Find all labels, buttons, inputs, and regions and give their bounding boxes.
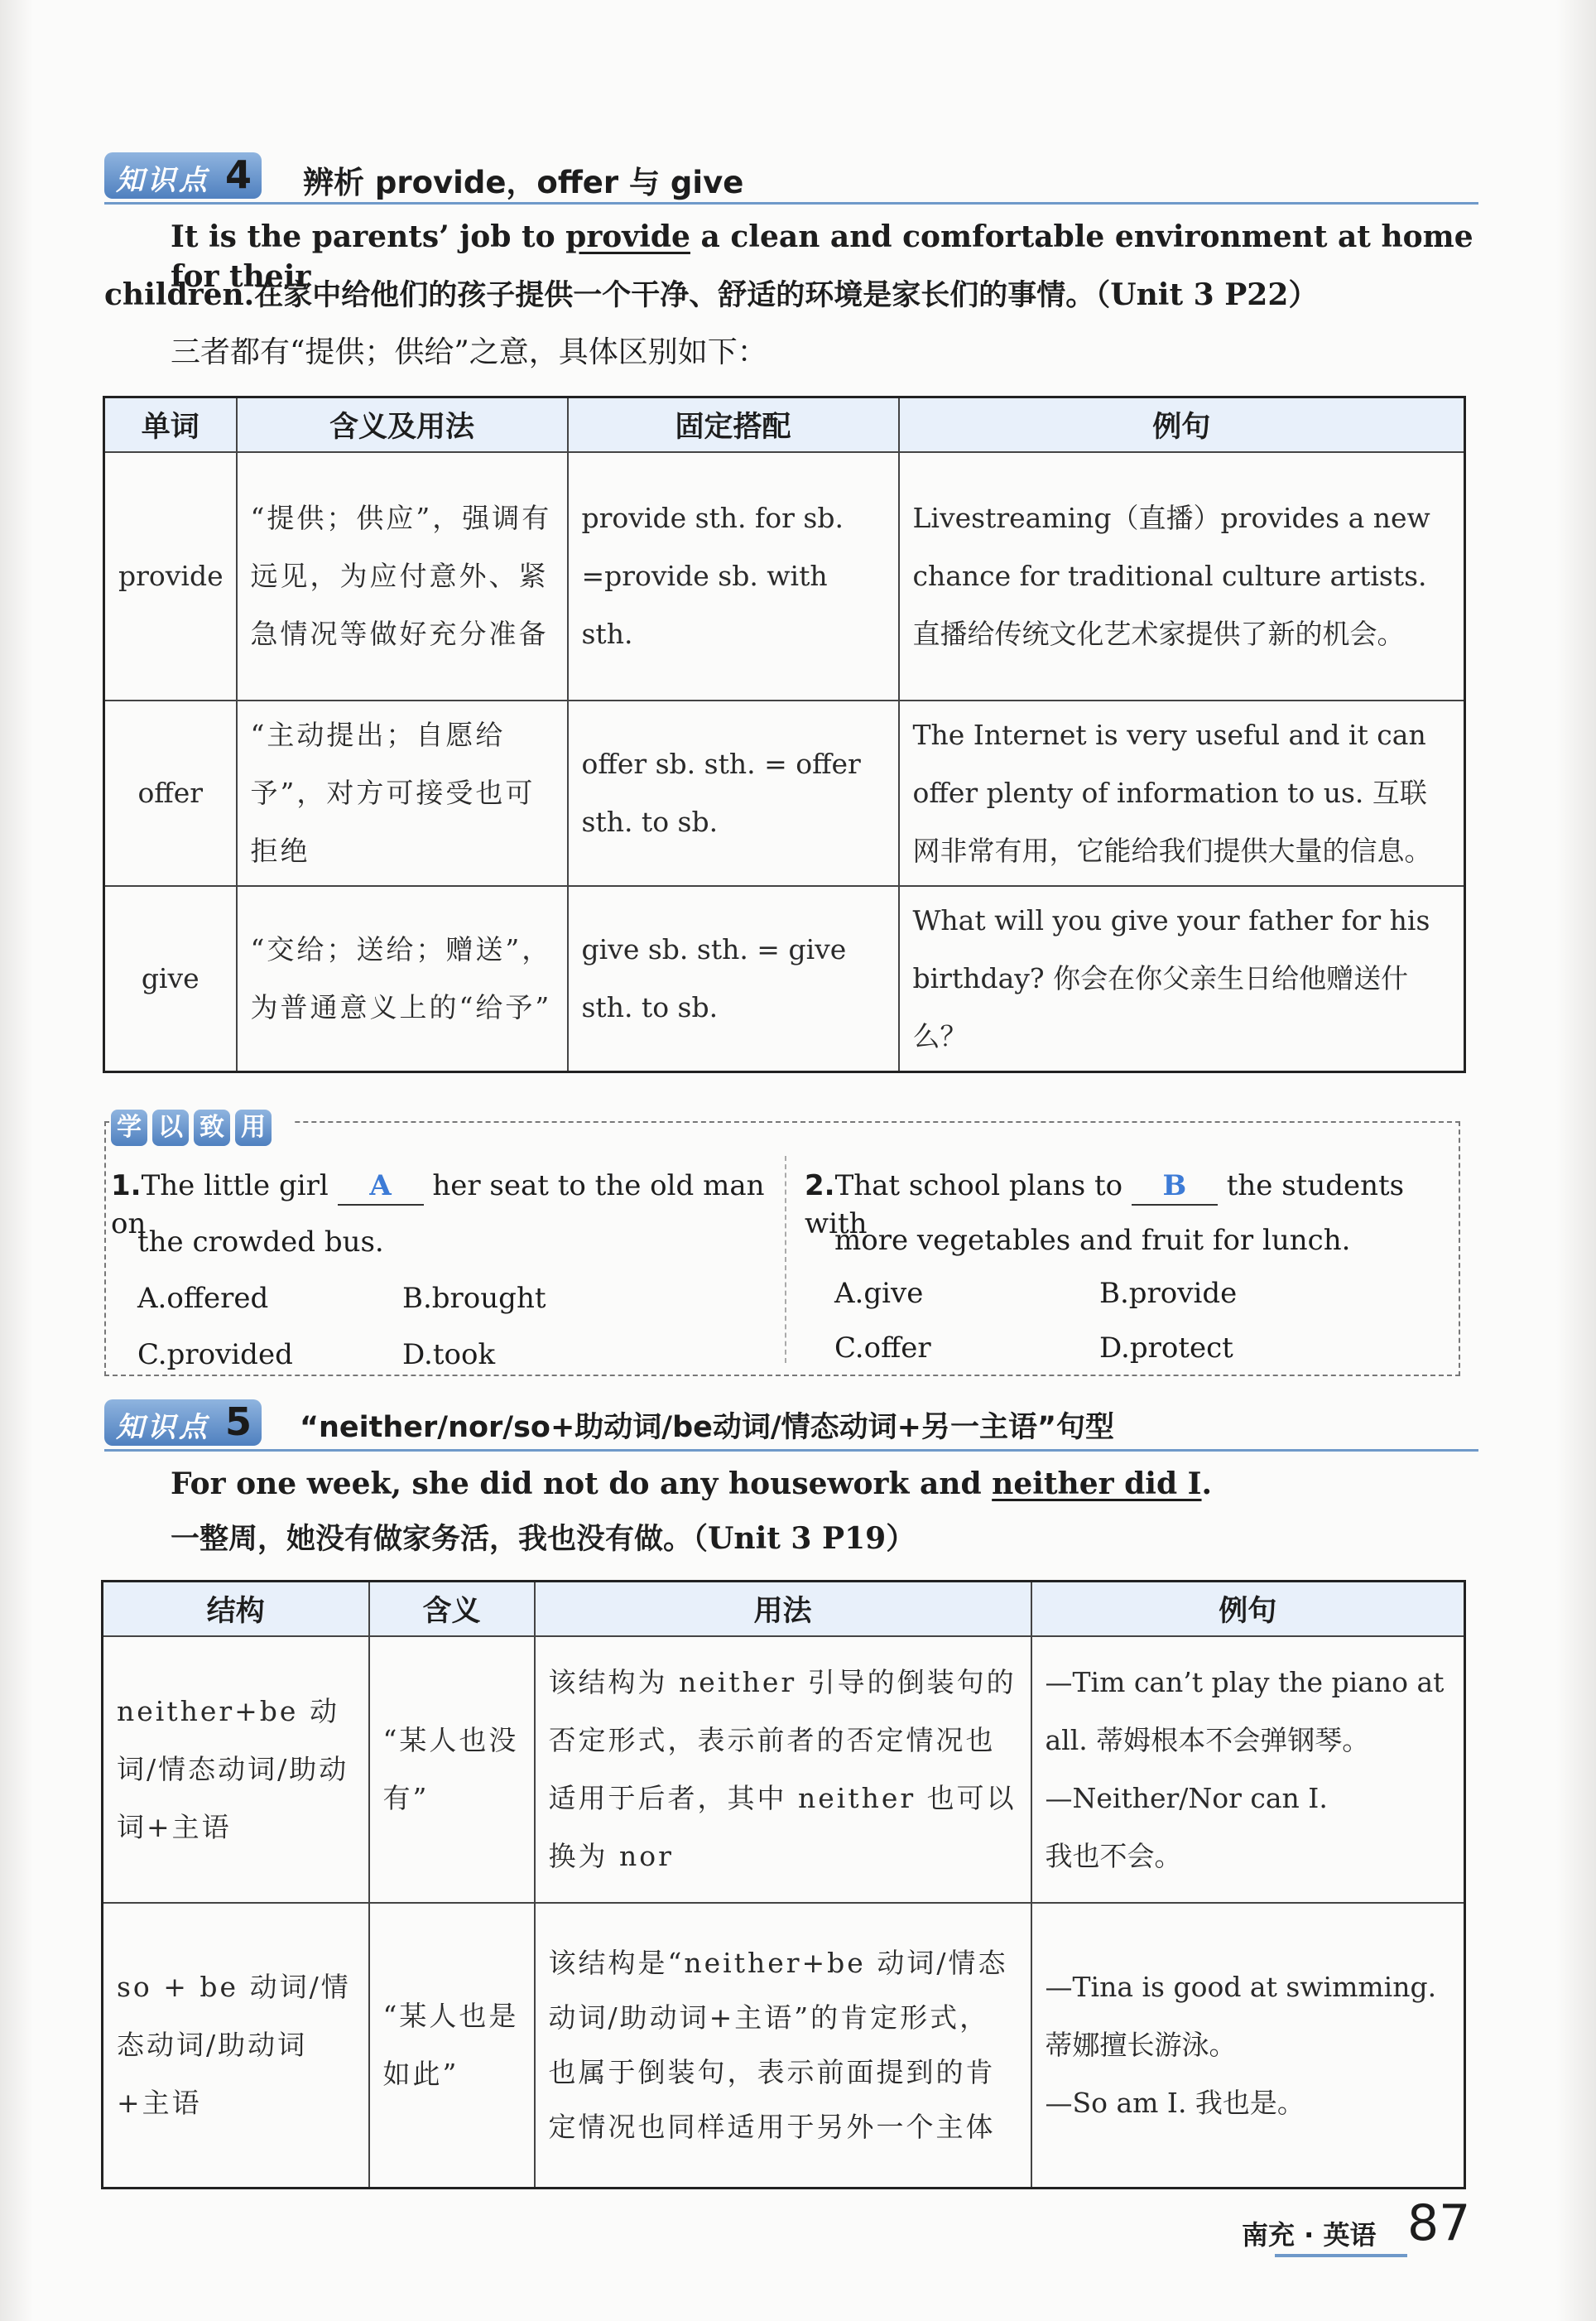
example-cell [1031,1903,1465,2188]
example-sentence-en [171,1464,1478,1504]
word-cell: offer [104,701,237,886]
comparison-table [103,396,1466,1073]
column-header: 例句 [1031,1582,1465,1637]
question-number: 2. [805,1169,835,1202]
practice-badge-char: 致 [194,1110,230,1146]
question-text: That school plans to [834,1169,1132,1202]
answer-blank: A [338,1168,424,1206]
knowledge-point-5-header [104,1399,1478,1452]
option-a: A.offered [137,1282,269,1315]
knowledge-point-badge-label: 知识点 [116,1411,210,1444]
meaning-cell: “主动提出；自愿给予”，对方可接受也可拒绝 [237,701,568,886]
knowledge-point-4-header [104,152,1478,205]
example-text: For one week, she did not do any housework and [171,1466,993,1501]
example-translation: 在家中给他们的孩子提供一个干净、舒适的环境是家长们的事情 [254,279,1066,312]
column-header: 结构 [103,1582,369,1637]
key-phrase: neither did I [992,1466,1202,1501]
word-cell: provide [104,452,237,701]
collocation-cell: offer sb. sth. = offer sth. to sb. [568,701,899,886]
example-cell: What will you give your father for his birthday? 你会在你父亲生日给他赠送什么？ [899,886,1465,1072]
answer-blank: B [1132,1168,1218,1206]
example-sentence-cn [171,1519,1478,1559]
meaning-cell: “交给；送给；赠送”，为普通意义上的“给予” [237,886,568,1072]
example-reference: 。（Unit 3 P22） [1065,277,1319,312]
example-line: —Tim can’t play the piano at all. 蒂姆根本不会弹钢琴。 [1045,1666,1445,1756]
page-number: 87 [1407,2194,1471,2252]
option-b: B.provide [1099,1277,1238,1310]
example-text: It is the parents’ job to [171,219,566,254]
option-d: D.took [402,1338,496,1371]
column-header: 用法 [535,1582,1031,1637]
knowledge-point-number: 4 [225,152,252,197]
meaning-cell: “提供；供应”，强调有远见，为应付意外、紧急情况等做好充分准备 [237,452,568,701]
structure-cell: neither+be 动词/情态动词/助动词+主语 [103,1636,369,1903]
practice-divider [785,1156,786,1363]
knowledge-point-badge [104,152,262,199]
practice-badge-char: 用 [235,1110,272,1146]
example-sentence-line2 [104,275,1478,315]
knowledge-point-number: 5 [225,1399,252,1444]
example-line: —So am I. 我也是。 [1045,2086,1305,2119]
column-header: 例句 [899,397,1465,453]
structure-table [101,1580,1466,2189]
example-line: —Tina is good at swimming. [1045,1970,1437,2003]
question-1-line2: the crowded bus. [137,1226,384,1259]
example-reference: 。（Unit 3 P19） [663,1521,916,1556]
option-c: C.provided [137,1338,293,1371]
question-number: 1. [111,1169,142,1202]
question-text: the students with [805,1169,1405,1240]
option-a: A.give [834,1277,924,1310]
key-word: provide [565,219,690,254]
knowledge-point-title: 辨析 provide，offer 与 give [303,165,744,200]
question-text: The little girl [141,1169,338,1202]
example-text: . [1201,1466,1213,1501]
table-row [103,1903,1465,2188]
example-text: children. [104,277,255,312]
practice-box [104,1113,1460,1376]
page-footer [1242,2194,1473,2261]
collocation-cell: give sb. sth. = give sth. to sb. [568,886,899,1072]
example-cell: The Internet is very useful and it can offer plenty of information to us. 互联网非常有用，它能给我们提供大量的信息。 [899,701,1465,886]
usage-cell: 该结构是“neither+be 动词/情态动词/助动词+主语”的肯定形式，也属于倒装句，表示前面提到的肯定情况也同样适用于另外一个主体 [535,1903,1031,2188]
table-header-row [104,397,1465,453]
example-translation: 一整周，她没有做家务活，我也没有做 [171,1523,664,1556]
knowledge-point-badge [104,1399,262,1446]
question-text: her seat to the old man on [111,1169,765,1240]
column-header: 含义 [369,1582,535,1637]
option-d: D.protect [1099,1331,1233,1365]
example-line: 我也不会。 [1045,1840,1182,1872]
question-2-line2: more vegetables and fruit for lunch. [834,1224,1351,1257]
example-cell [1031,1636,1465,1903]
knowledge-point-title: “neither/nor/so+助动词/be动词/情态动词+另一主语”句型 [300,1411,1114,1444]
example-text: a clean and comfortable environment at home for their [171,219,1473,294]
table-row [104,701,1465,886]
example-line: —Neither/Nor can I. [1045,1782,1328,1814]
table-row [103,1636,1465,1903]
table-row [104,452,1465,701]
footer-underline [1275,2254,1407,2257]
column-header: 单词 [104,397,237,453]
example-line: 蒂娜擅长游泳。 [1045,2028,1237,2061]
practice-badge-char: 以 [152,1110,189,1146]
table-header-row [103,1582,1465,1637]
example-cell: Livestreaming（直播）provides a new chance for traditional culture artists. 直播给传统文化艺术家提供了新的机会。 [899,452,1465,701]
practice-badge-char: 学 [111,1110,147,1146]
table-row [104,886,1465,1072]
meaning-cell: “某人也没有” [369,1636,535,1903]
column-header: 固定搭配 [568,397,899,453]
meaning-cell: “某人也是如此” [369,1903,535,2188]
option-b: B.brought [402,1282,546,1315]
word-cell: give [104,886,237,1072]
knowledge-point-badge-label: 知识点 [116,164,210,197]
collocation-cell: provide sth. for sb. =provide sb. with sth. [568,452,899,701]
usage-cell: 该结构为 neither 引导的倒装句的否定形式，表示前者的否定情况也适用于后者，其中 neither 也可以换为 nor [535,1636,1031,1903]
footer-label: 南充 · 英语 [1242,2219,1377,2251]
practice-badge [111,1110,293,1151]
column-header: 含义及用法 [237,397,568,453]
structure-cell: so + be 动词/情态动词/助动词+主语 [103,1903,369,2188]
option-c: C.offer [834,1331,931,1365]
intro-text: 三者都有“提供；供给”之意，具体区别如下： [171,335,767,369]
